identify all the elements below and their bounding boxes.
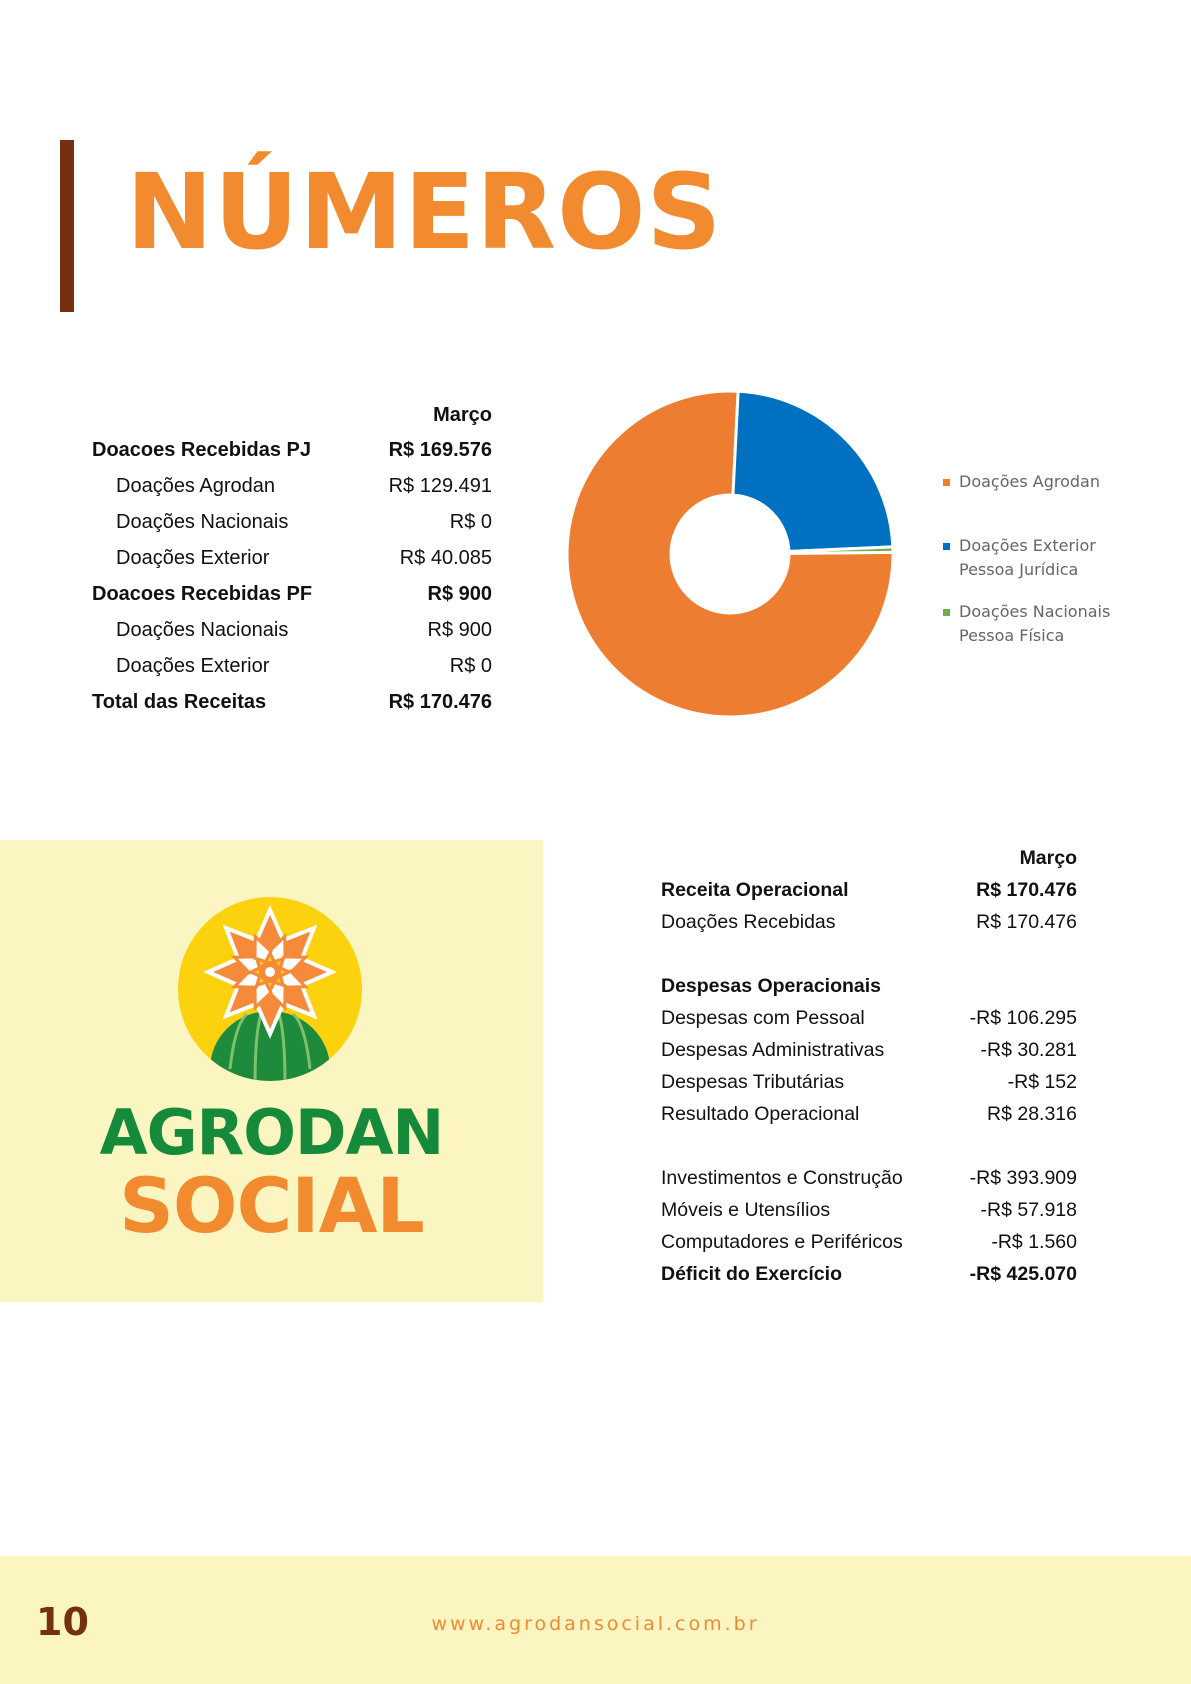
legend-item <box>943 600 1163 648</box>
donations-donut-chart <box>560 384 900 724</box>
row-label: Despesas Tributárias <box>661 1070 845 1093</box>
row-label: Resultado Operacional <box>661 1102 860 1125</box>
row-label: Computadores e Periféricos <box>661 1230 903 1253</box>
table-row <box>92 648 492 684</box>
page-number: 10 <box>36 1600 89 1644</box>
row-label: Doações Exterior <box>116 654 270 677</box>
row-value: -R$ 57.918 <box>980 1198 1077 1221</box>
legend-swatch <box>943 609 950 616</box>
table-row <box>92 432 492 468</box>
row-spacer <box>661 1130 1077 1162</box>
table-row <box>661 1194 1077 1226</box>
legend-swatch <box>943 479 950 486</box>
revenue-table <box>92 398 492 720</box>
donut-slice <box>733 391 893 551</box>
table-row <box>661 1066 1077 1098</box>
table-row <box>661 1162 1077 1194</box>
table-row <box>661 1258 1077 1290</box>
brand-name-line1: AGRODAN <box>99 1096 444 1169</box>
website-link[interactable]: www.agrodansocial.com.br <box>431 1613 760 1635</box>
row-value: -R$ 425.070 <box>969 1262 1077 1285</box>
table-row <box>92 504 492 540</box>
row-label: Despesas Operacionais <box>661 974 882 997</box>
legend-label: Doações Nacionais Pessoa Física <box>959 602 1111 645</box>
legend-swatch <box>943 543 950 550</box>
row-value: -R$ 152 <box>1007 1070 1077 1093</box>
table-row <box>661 1002 1077 1034</box>
table-row <box>661 1034 1077 1066</box>
row-label: Despesas Administrativas <box>661 1038 885 1061</box>
table-row <box>92 540 492 576</box>
row-label: Doacoes Recebidas PJ <box>92 438 311 461</box>
row-value: R$ 170.476 <box>976 910 1077 933</box>
page-title: NÚMEROS <box>126 151 723 273</box>
row-value: -R$ 30.281 <box>980 1038 1077 1061</box>
table-row <box>661 1098 1077 1130</box>
row-spacer <box>661 938 1077 970</box>
brand-name-line2: SOCIAL <box>119 1161 424 1250</box>
row-value: R$ 900 <box>427 582 492 605</box>
row-label: Doações Nacionais <box>116 510 289 533</box>
row-value: R$ 169.576 <box>388 438 492 461</box>
row-label: Total das Receitas <box>92 690 267 713</box>
table-row <box>92 684 492 720</box>
row-value: -R$ 1.560 <box>991 1230 1077 1253</box>
table-row <box>92 468 492 504</box>
table-row <box>661 1226 1077 1258</box>
legend-label: Doações Agrodan <box>959 472 1100 491</box>
row-value: R$ 40.085 <box>399 546 492 569</box>
table-row <box>661 874 1077 906</box>
row-label: Doacoes Recebidas PF <box>92 582 313 605</box>
logo-panel <box>0 840 543 1302</box>
row-value: R$ 129.491 <box>388 474 492 497</box>
title-accent-bar <box>60 140 74 312</box>
row-value: R$ 28.316 <box>987 1102 1077 1125</box>
row-label: Doações Recebidas <box>661 910 836 933</box>
row-label: Despesas com Pessoal <box>661 1006 865 1029</box>
row-label: Investimentos e Construção <box>661 1166 903 1189</box>
row-value: R$ 170.476 <box>388 690 492 713</box>
row-value: -R$ 393.909 <box>969 1166 1077 1189</box>
row-label: Déficit do Exercício <box>661 1262 842 1285</box>
legend-label: Doações Exterior Pessoa Jurídica <box>959 536 1096 579</box>
row-value: -R$ 106.295 <box>969 1006 1077 1029</box>
legend-item <box>943 534 1163 582</box>
row-label: Doações Nacionais <box>116 618 289 641</box>
table-row <box>661 970 1077 1002</box>
cactus-flower-logo-icon <box>175 894 365 1084</box>
row-value: R$ 900 <box>427 618 492 641</box>
row-value: R$ 0 <box>449 510 492 533</box>
row-label: Móveis e Utensílios <box>661 1198 831 1221</box>
income-statement-table <box>661 842 1077 1290</box>
legend-item <box>943 470 1163 494</box>
table-row <box>92 612 492 648</box>
page-footer <box>0 1556 1191 1684</box>
row-value: R$ 0 <box>449 654 492 677</box>
table-row <box>661 906 1077 938</box>
row-label: Receita Operacional <box>661 878 849 901</box>
revenue-month-header: Março <box>433 403 492 426</box>
table-row <box>92 576 492 612</box>
row-label: Doações Agrodan <box>116 474 276 497</box>
row-value: R$ 170.476 <box>976 878 1077 901</box>
statement-month-header: Março <box>1019 846 1077 869</box>
row-label: Doações Exterior <box>116 546 270 569</box>
